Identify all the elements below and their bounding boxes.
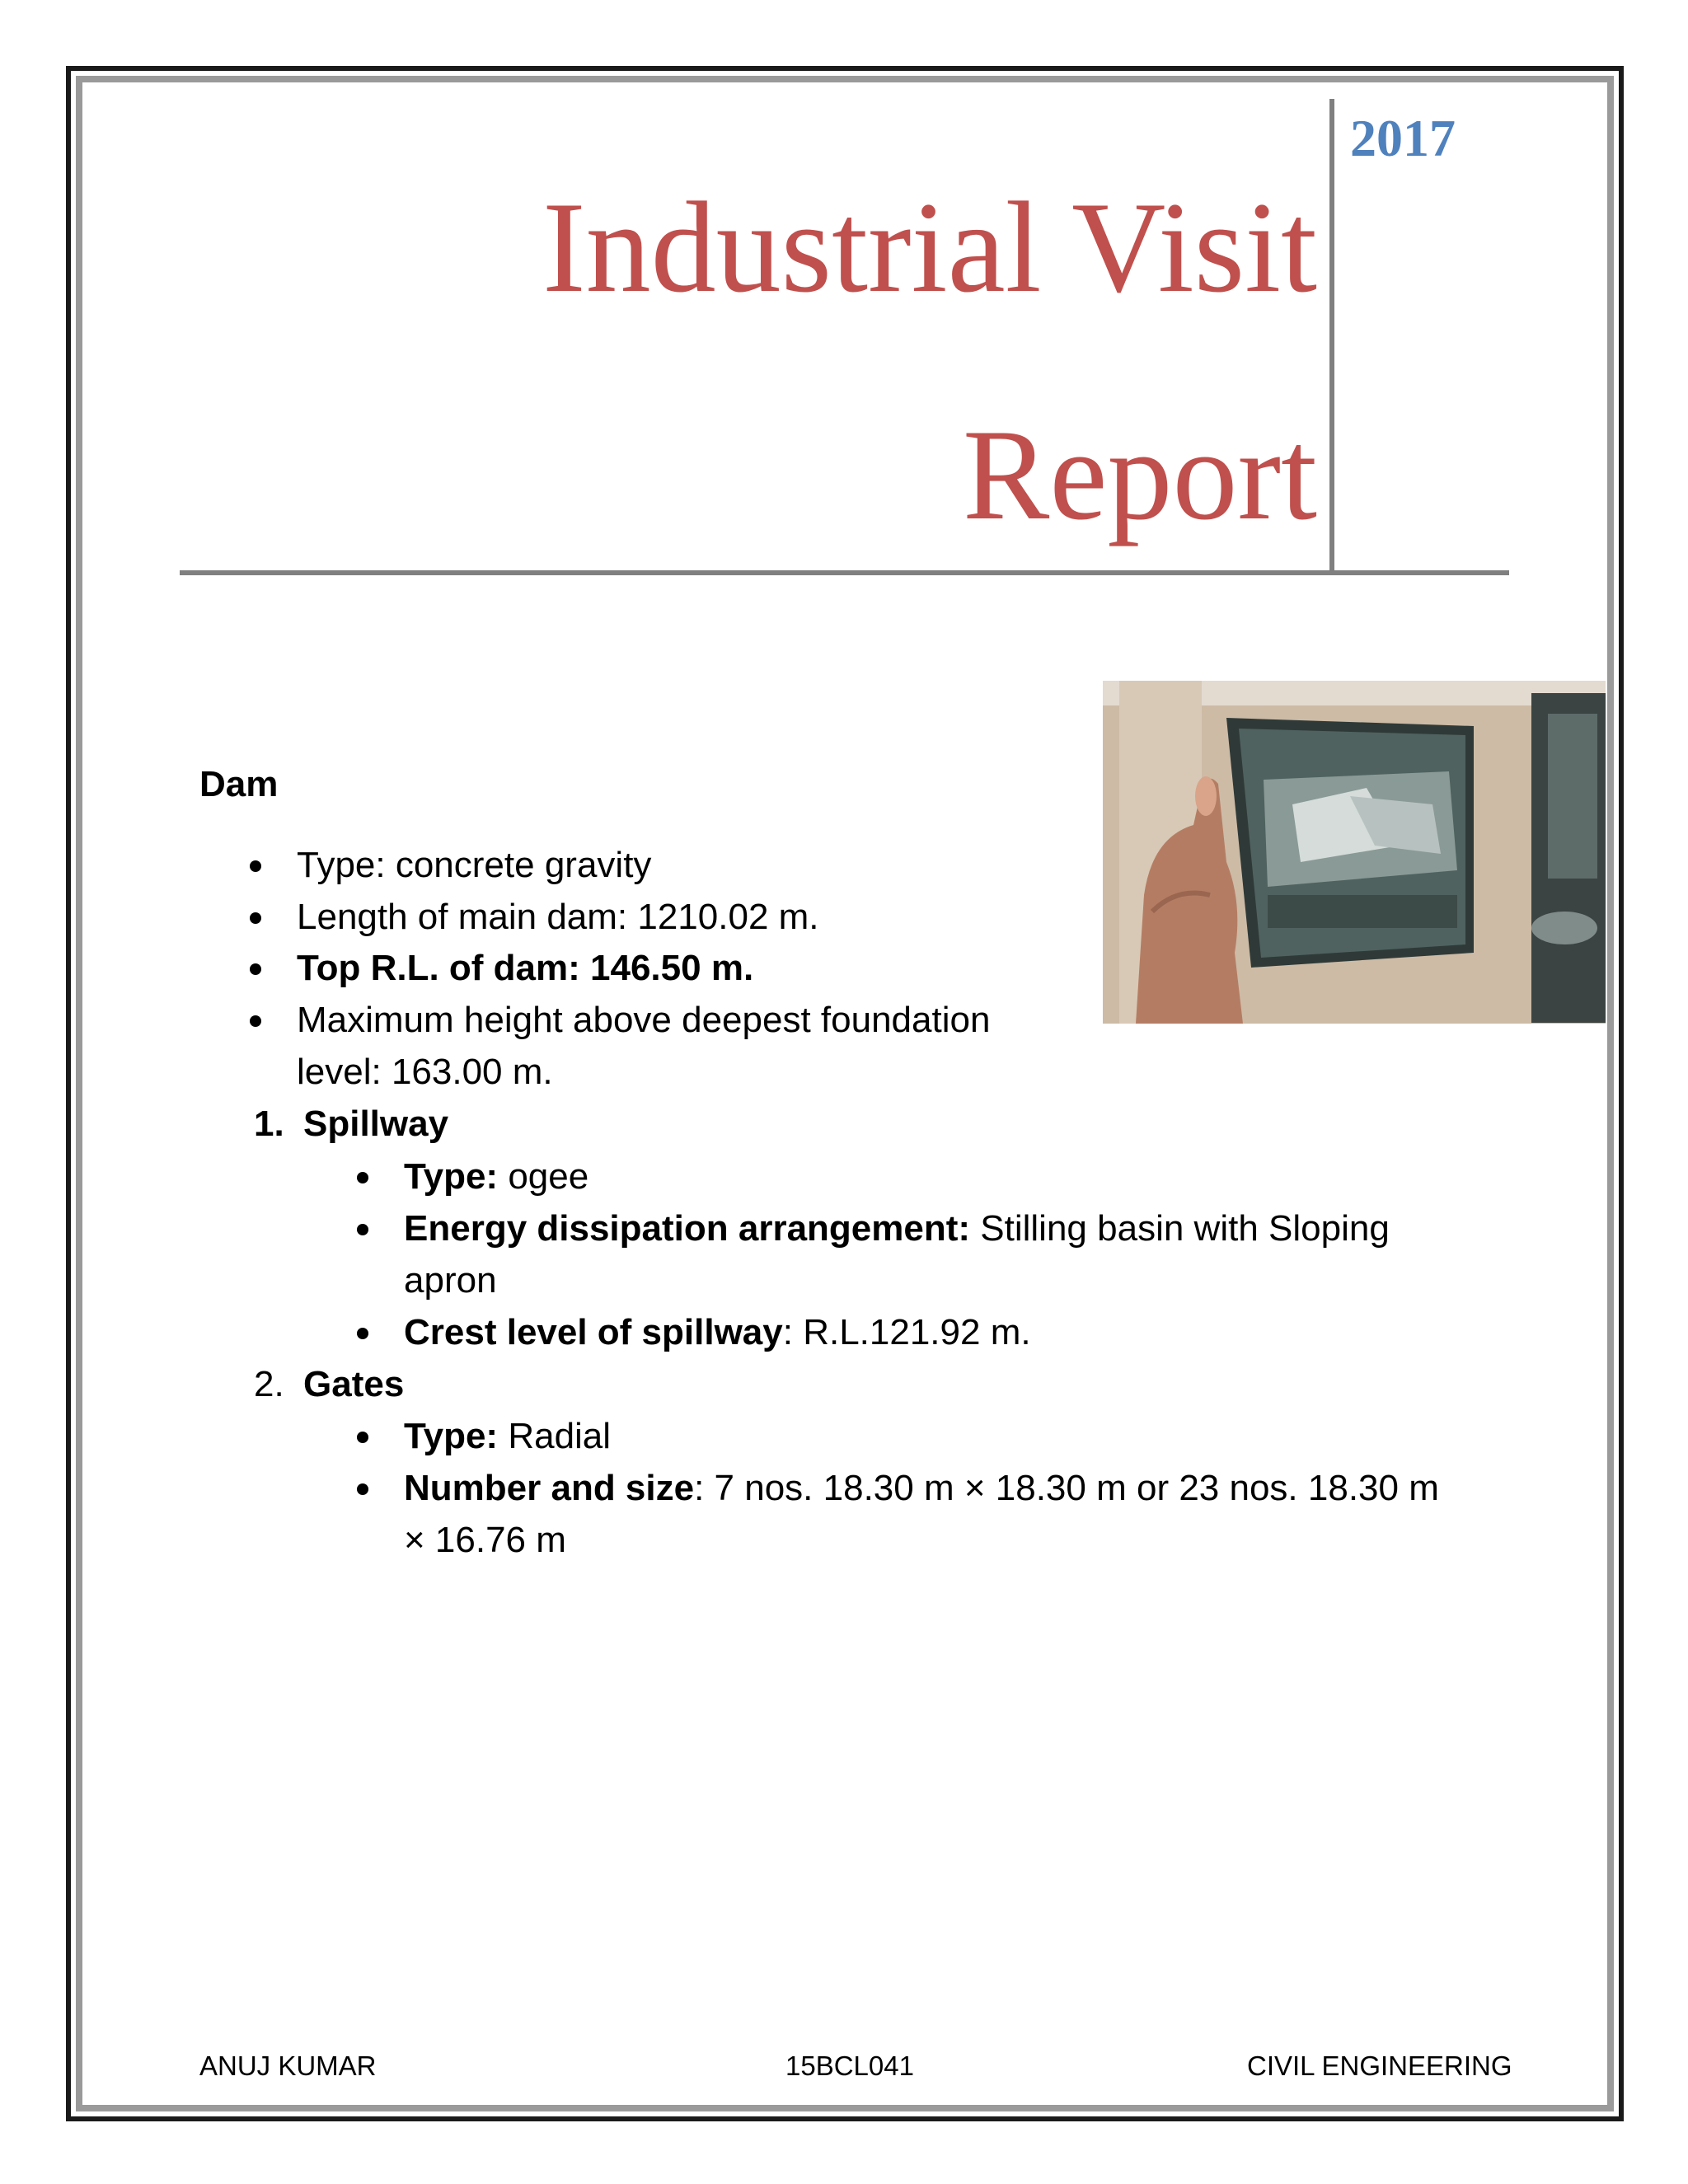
spillway-energy xyxy=(404,1208,1390,1249)
spillway-energy-label: Energy dissipation arrangement: xyxy=(404,1208,971,1249)
gates-type-value: Radial xyxy=(498,1416,612,1456)
gates-size-label: Number and size xyxy=(404,1468,695,1508)
page-border-inner xyxy=(76,76,1614,2111)
spillway-heading: Spillway xyxy=(303,1104,449,1144)
bullet-icon xyxy=(250,860,261,872)
spillway-type-label: Type: xyxy=(404,1156,499,1197)
spillway-crest-label: Crest level of spillway xyxy=(404,1312,783,1352)
footer-department: CIVIL ENGINEERING xyxy=(1247,2050,1512,2081)
footer-author: ANUJ KUMAR xyxy=(199,2050,377,2081)
gates-type xyxy=(404,1418,611,1455)
spillway-crest-value: : R.L.121.92 m. xyxy=(782,1312,1031,1352)
title-line-1: Industrial Visit xyxy=(542,176,1317,320)
gates-number: 2. xyxy=(254,1364,284,1404)
bullet-icon xyxy=(357,1432,368,1443)
spillway-type xyxy=(404,1156,589,1197)
title-line-2: Report xyxy=(962,403,1317,547)
bullet-icon xyxy=(357,1224,368,1235)
gates-size-value: : 7 nos. 18.30 m × 18.30 m or 23 nos. 18.30 m xyxy=(694,1468,1439,1508)
dam-item-top-rl: Top R.L. of dam: 146.50 m. xyxy=(297,948,754,988)
horizontal-divider xyxy=(180,570,1509,575)
gates-heading: Gates xyxy=(303,1364,405,1404)
bullet-icon xyxy=(357,1172,368,1183)
bullet-icon xyxy=(357,1483,368,1495)
spillway-number: 1. xyxy=(254,1104,284,1144)
dam-item-length: Length of main dam: 1210.02 m. xyxy=(297,897,819,937)
photo-illustration xyxy=(1103,681,1606,1024)
footer-roll-no: 15BCL041 xyxy=(785,2050,914,2081)
section-heading-dam: Dam xyxy=(199,764,279,804)
bullet-icon xyxy=(357,1328,368,1339)
dam-item-max-height: Maximum height above deepest foundation xyxy=(297,1000,991,1040)
gates-size-cont: × 16.76 m xyxy=(404,1520,566,1560)
vertical-divider xyxy=(1329,99,1334,573)
spillway-crest xyxy=(404,1312,1031,1352)
gates-type-label: Type: xyxy=(404,1416,499,1456)
gates-size xyxy=(404,1470,1439,1507)
spillway-type-value: ogee xyxy=(498,1156,589,1197)
bullet-icon xyxy=(250,963,261,975)
bullet-icon xyxy=(250,1015,261,1027)
bullet-icon xyxy=(250,912,261,924)
dam-photo-image xyxy=(1103,681,1606,1024)
year-label: 2017 xyxy=(1350,109,1456,167)
dam-item-max-height-cont: level: 163.00 m. xyxy=(297,1052,553,1092)
dam-item-type: Type: concrete gravity xyxy=(297,845,652,885)
spillway-energy-cont: apron xyxy=(404,1260,497,1301)
spillway-energy-value: Stilling basin with Sloping xyxy=(970,1208,1390,1249)
